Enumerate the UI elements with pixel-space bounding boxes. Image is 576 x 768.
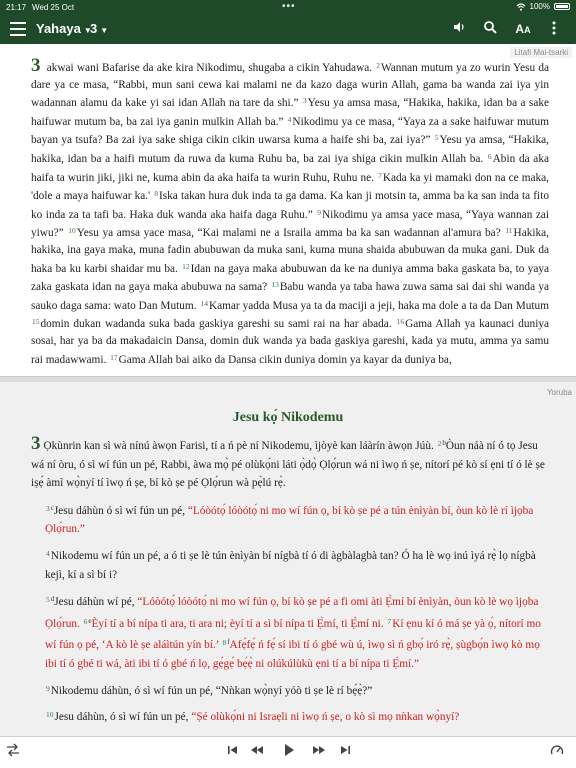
verse-number: 8 [222, 638, 227, 648]
verse-number: 10 [68, 226, 76, 236]
verse-text[interactable]: Wannan mutum ya zo wurin Yesu da dare ya ce masa, “Rabbi, mun sani cewa kai malami ne da kazo daga wurin Allah, gama ba wanda zai iya yin wadannan alamu da kake yi sai idan Allah na tare da shi.” [31, 62, 550, 110]
verse-text[interactable]: Idan na gaya maka abubuwan da ke na duniya amma baka gaskata ba, to yaya zaka gaskata idan na gaya maka abubuwa na sama? [31, 262, 549, 294]
verse-number: 17 [110, 352, 118, 362]
toolbar [0, 14, 576, 44]
verse-number: 8 [154, 189, 158, 199]
verse-number: 10 [46, 710, 54, 720]
translation-label-bottom[interactable]: Yoruba [546, 388, 572, 397]
verse-number: 7 [387, 616, 392, 626]
verse-number: 13 [271, 280, 279, 290]
verse-text[interactable]: Babu wanda ya taba hawa zuwa sama sai dai shi wanda ya sauko daga sama: wato Dan Mutum. [31, 281, 549, 312]
words-of-jesus[interactable]: “Lóòótọ́ lóòótọ́ ni mo wí fún ọ, bí kò ṣe pé a tún ènìyàn bí, òun kò lè rí ìjọba Ọlọ́run.” [45, 504, 534, 536]
verse-text[interactable]: Jesu dáhùn wí pé, [54, 596, 138, 609]
verse-text[interactable]: Iska takan hura duk inda ta ga dama. Ka kan ji motsin ta, amma ba ka san inda ta fito ko inda za ta tafi ba. Haka duk wanda aka haifa daga Ruhu.” [31, 190, 549, 221]
verse-number: 16 [396, 317, 405, 327]
verse-text[interactable]: Yesu ya amsa, “Hakika, hakika, idan ba a haifi mutum da ruwa da kuma Ruhu ba, ba zai iya shiga cikin mulkin Allah ba. [31, 134, 549, 165]
status-date: Wed 25 Oct [32, 2, 75, 12]
words-of-jesus[interactable]: “Lóòótọ́ lóòótọ́ ni mo wí fún ọ, bí kò ṣe pé a fi omi àti Ẹ̀mí bí ènìyàn, òun kò lè wọ ìjọba Ọlọ́run. [45, 596, 539, 630]
verse-number: 6 [83, 616, 88, 626]
footnote-marker[interactable]: e [88, 616, 92, 625]
verse-number: 3 [46, 503, 50, 513]
verse-number: 11 [505, 226, 513, 236]
verse-paragraph [31, 434, 549, 493]
footnote-marker[interactable]: d [50, 595, 55, 604]
verse-text[interactable]: Nikodemu wí fún un pé, a ó ti ṣe lè tún ènìyàn bí nígbà tí ó di àgbàlagbà tan? Ó ha lè wọ inú ìyá rẹ̀ lọ nígbà kejì, kí a sì bí i? [45, 549, 536, 581]
verse-number: 5 [434, 133, 439, 143]
verse-paragraph [31, 680, 549, 701]
battery-percent: 100% [529, 2, 550, 11]
verse-text[interactable]: Gama Allah ya kaunaci duniya sosai, har ya ba da makadaicin Dansa, domin duk wanda ya bada gaskiya gareshi, kada ya mutu, amma ya samu rai madawwami. [31, 318, 549, 366]
words-of-jesus[interactable]: Èyí tí a bí nípa ti ara, ti ara ni; èyí tí a sì bí nípa ti Ẹ̀mí, ti Ẹ̀mí ni. [91, 617, 387, 630]
chapter-number-top: 3 [31, 55, 41, 76]
verse-number: 6 [487, 151, 492, 161]
verse-paragraph [31, 499, 549, 539]
verse-paragraph [31, 590, 549, 673]
verse-number: 5 [46, 595, 50, 605]
speed-icon[interactable] [548, 743, 566, 763]
chapter-text-top [31, 55, 550, 368]
verse-text[interactable]: Kada ka yi mamaki don na ce maka, 'dole a maya haifuwar ka.' [31, 171, 549, 203]
words-of-jesus[interactable]: Kí ẹnu kí ó má ṣe yà ọ́, nítorí mo wí fún ọ pé, ‘A kò lè ṣe aláìtún yín bí.’ [45, 617, 541, 652]
footnote-marker[interactable]: c [50, 503, 54, 512]
fast-forward-icon[interactable] [310, 743, 328, 763]
audio-player-bar [0, 736, 576, 768]
verse-number: 9 [46, 683, 50, 693]
verse-text[interactable]: Nikodimu ya amsa yace masa, “Yaya wannan zai yiwu?” [31, 208, 550, 240]
words-of-jesus[interactable]: “Ṣé olùkọ́ni ni Israẹli ni ìwọ ń ṣe, o kò sì mọ nǹkan wọ̀nyí? [191, 711, 460, 724]
verse-number: 3 [302, 96, 307, 106]
verse-text[interactable]: Yesu ya amsa masa, “Hakika, hakika, idan ba a sake haifuwar mutum ba, ba zai iya ganin mulkin Allah ba.” [31, 97, 550, 128]
verse-number: 7 [378, 170, 382, 180]
verse-text[interactable]: Gama Allah bai aiko da Dansa cikin duniya domin ya kayar da duniya ba, [118, 353, 452, 366]
list-toggle-icon[interactable] [4, 743, 22, 763]
verse-paragraph [31, 706, 549, 727]
verse-number: 4 [46, 548, 50, 558]
verse-number: 2 [376, 61, 381, 70]
verse-number: 15 [32, 317, 40, 327]
footnote-marker[interactable]: f [227, 638, 230, 647]
footnote-marker[interactable]: b [442, 439, 446, 447]
verse-text[interactable]: domin dukan wadanda suka bada gaskiya gareshi su sami rai na har abada. [40, 318, 396, 331]
chapter-text-bottom [31, 434, 549, 733]
status-time: 21:17 [6, 2, 27, 12]
chevron-down-icon: ▼ [100, 26, 109, 35]
chapter-selector[interactable] [90, 21, 108, 36]
verse-text[interactable]: Jesu dáhùn ó sì wí fún un pé, [53, 504, 188, 517]
verse-text[interactable]: Òun náà ní ó tọ Jesu wá ní òru, ó sì wí fún un pé, Rabbi, àwa mọ̀ pé olùkọ́ni láti ọ̀dọ̀ Ọlọ́run wá ni ìwọ ń ṣe, nítorí pé kò sí ẹni tí ó lè ṣe iṣẹ́ àmì wọ̀nyí tí ìwọ ń ṣe, bí kò ṣe pé Ọlọ́run wà pẹ̀lú rẹ̀. [31, 440, 545, 490]
audio-speaker-icon[interactable] [450, 20, 468, 38]
translation-label-top[interactable]: Litafi Mai-tsarki [510, 47, 572, 58]
search-icon[interactable] [481, 20, 499, 38]
verse-text[interactable]: Kamar yadda Musa ya ta da maciji a jeji, haka ma dole a ta da Dan Mutum [208, 299, 549, 312]
chapter-number-bottom: 3 [31, 433, 41, 454]
verse-paragraph [31, 545, 549, 584]
verse-text[interactable]: Nikodimu ya ce masa, “Yaya za a sake haifuwar mutum bayan ya tsufa? Ba zai iya sake shiga cikin cikin uwarsa kuma a haife shi ba, zai iya?” [31, 115, 549, 147]
verse-number: 14 [200, 298, 208, 308]
verse-text[interactable]: Abin da aka haifa ta wurin jiki, jiki ne, kuma abin da aka haifa ta wurin Ruhu, Ruhu ne. [31, 152, 549, 184]
top-bible-pane[interactable] [0, 44, 576, 376]
verse-number: 12 [182, 261, 190, 271]
verse-number: 4 [287, 114, 292, 124]
verse-text[interactable]: Nikodemu dáhùn, ó sì wí fún un pé, “Nǹkan wọ̀nyí yóò ti ṣe lè rí bẹ́ẹ̀?” [50, 684, 373, 697]
wifi-icon [516, 3, 526, 11]
verse-text[interactable]: Ọkùnrin kan sì wà nínú àwọn Farisi, tí a ń pè ní Nikodemu, ìjòyè kan láàrín àwọn Júù. [43, 440, 437, 452]
bottom-bible-pane[interactable] [0, 382, 576, 736]
chapter-number: 3 [90, 21, 98, 36]
words-of-jesus[interactable]: Afẹ́fẹ́ ń fẹ́ sí ibi tí ó gbé wù ú, ìwọ sì ń gbọ́ iró rẹ̀, ṣùgbọ́n ìwọ kò mọ ibi tí ó gbé ti wá, àti ibi tí ó gbé ń lọ, gẹ́gẹ́ bẹ́ẹ̀ ni olúkúlùkù ẹni tí a bí nípa ti Ẹ̀mí.” [45, 639, 540, 670]
verse-number: 9 [317, 207, 322, 217]
skip-end-icon[interactable] [336, 743, 354, 763]
book-name: Yahaya [36, 21, 81, 36]
verse-text[interactable]: Yesu ya amsa yace masa, “Kai malami ne a Israila amma ba ka san wadannan al'amura ba? [76, 227, 505, 240]
book-selector[interactable] [36, 21, 92, 36]
verse-text[interactable]: Hakika, hakika, ina gaya maka, muna fadin abubuwan da muka sani, kuma muna shaida abubuwan da muka gani. Duk da haka ba ku karbi shaidar mu ba. [31, 227, 549, 275]
more-options-icon[interactable] [545, 20, 563, 38]
section-heading: Jesu kọ́ Nikodemu [232, 410, 344, 425]
skip-start-icon[interactable] [224, 743, 242, 763]
verse-text[interactable]: akwai wani Bafarise da ake kira Nikodimu, shugaba a cikin Yahudawa. [46, 62, 376, 74]
multitask-dots[interactable]: ••• [282, 1, 296, 12]
status-bar [0, 0, 576, 14]
play-icon[interactable] [280, 743, 298, 763]
rewind-icon[interactable] [248, 743, 266, 763]
verse-number: 2 [437, 439, 442, 448]
battery-icon [554, 3, 570, 10]
verse-text[interactable]: Jesu dáhùn, ó sì wí fún un pé, [54, 711, 192, 724]
chevron-down-icon: ▼ [83, 26, 92, 35]
font-size-icon[interactable]: AA [515, 22, 531, 36]
menu-icon[interactable] [10, 22, 26, 36]
